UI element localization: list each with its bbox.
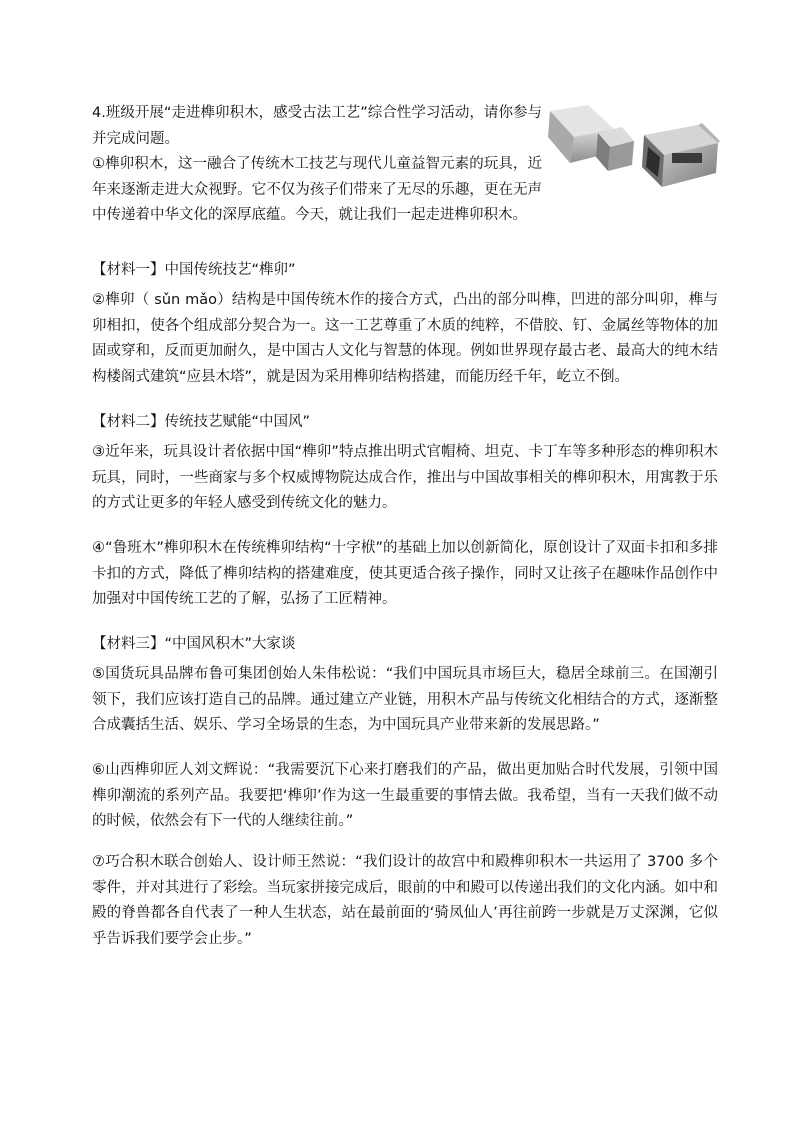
paragraph-7: ⑦巧合积木联合创始人、设计师王然说：“我们设计的故宫中和殿榫卯积木一共运用了 3700 多个零件，并对其进行了彩绘。当玩家拼接完成后，眼前的中和殿可以传递出我们的文化内涵。如中和殿的脊兽都各自代表了一种人生状态，站在最前面的‘骑凤仙人’再往前跨一步就是万丈深渊，它似乎告诉我们要学会止步。” <box>92 854 718 947</box>
paragraph-3: ③近年来，玩具设计者依据中国“榫卯”特点推出明式官帽椅、坦克、卡丁车等多种形态的榫卯积木玩具，同时，一些商家与多个权威博物院达成合作，推出与中国故事相关的榫卯积木，用寓教于乐的方式让更多的年轻人感受到传统文化的魅力。 <box>92 444 718 511</box>
paragraph-1: ①榫卯积木，这一融合了传统木工技艺与现代儿童益智元素的玩具，近年来逐渐走进大众视野。它不仅为孩子们带来了无尽的乐趣，更在无声中传递着中华文化的深厚底蕴。今天，就让我们一起走进榫卯积木。 <box>92 156 542 223</box>
material-3-heading: 【材料三】“中国风积木”大家谈 <box>92 636 296 652</box>
paragraph-5: ⑤国货玩具品牌布鲁可集团创始人朱伟松说：“我们中国玩具市场巨大，稳居全球前三。在国潮引领下，我们应该打造自己的品牌。通过建立产业链，用积木产品与传统文化相结合的方式，逐渐整合成囊括生活、娱乐、学习全场景的生态，为中国玩具产业带来新的发展思路。” <box>92 666 718 733</box>
mortise-tenon-photo <box>548 103 720 201</box>
paragraph-4: ④“鲁班木”榫卯积木在传统榫卯结构“十字栿”的基础上加以创新简化，原创设计了双面卡扣和多排卡扣的方式，降低了榫卯结构的搭建难度，使其更适合孩子操作，同时又让孩子在趣味作品创作中加强对中国传统工艺的了解，弘扬了工匠精神。 <box>92 540 718 607</box>
question-prompt: 4.班级开展“走进榫卯积木，感受古法工艺”综合性学习活动，请你参与并完成问题。 <box>92 105 542 147</box>
paragraph-6: ⑥山西榫卯匠人刘文辉说：“我需要沉下心来打磨我们的产品，做出更加贴合时代发展，引领中国榫卯潮流的系列产品。我要把‘榫卯’作为这一生最重要的事情去做。我希望，当有一天我们做不动的时候，依然会有下一代的人继续往前。” <box>92 762 718 829</box>
material-2-heading: 【材料二】传统技艺赋能“中国风” <box>92 414 311 430</box>
material-1-heading: 【材料一】中国传统技艺“榫卯” <box>92 262 296 278</box>
paragraph-2: ②榫卯（ sǔn mǎo）结构是中国传统木作的接合方式，凸出的部分叫榫，凹进的部分叫卯，榫与卯相扣，使各个组成部分契合为一。这一工艺尊重了木质的纯粹，不借胶、钉、金属丝等物体的加固或穿和，反而更加耐久，是中国古人文化与智慧的体现。例如世界现存最古老、最高大的纯木结构楼阁式建筑“应县木塔”，就是因为采用榫卯结构搭建，而能历经千年，屹立不倒。 <box>92 292 718 385</box>
